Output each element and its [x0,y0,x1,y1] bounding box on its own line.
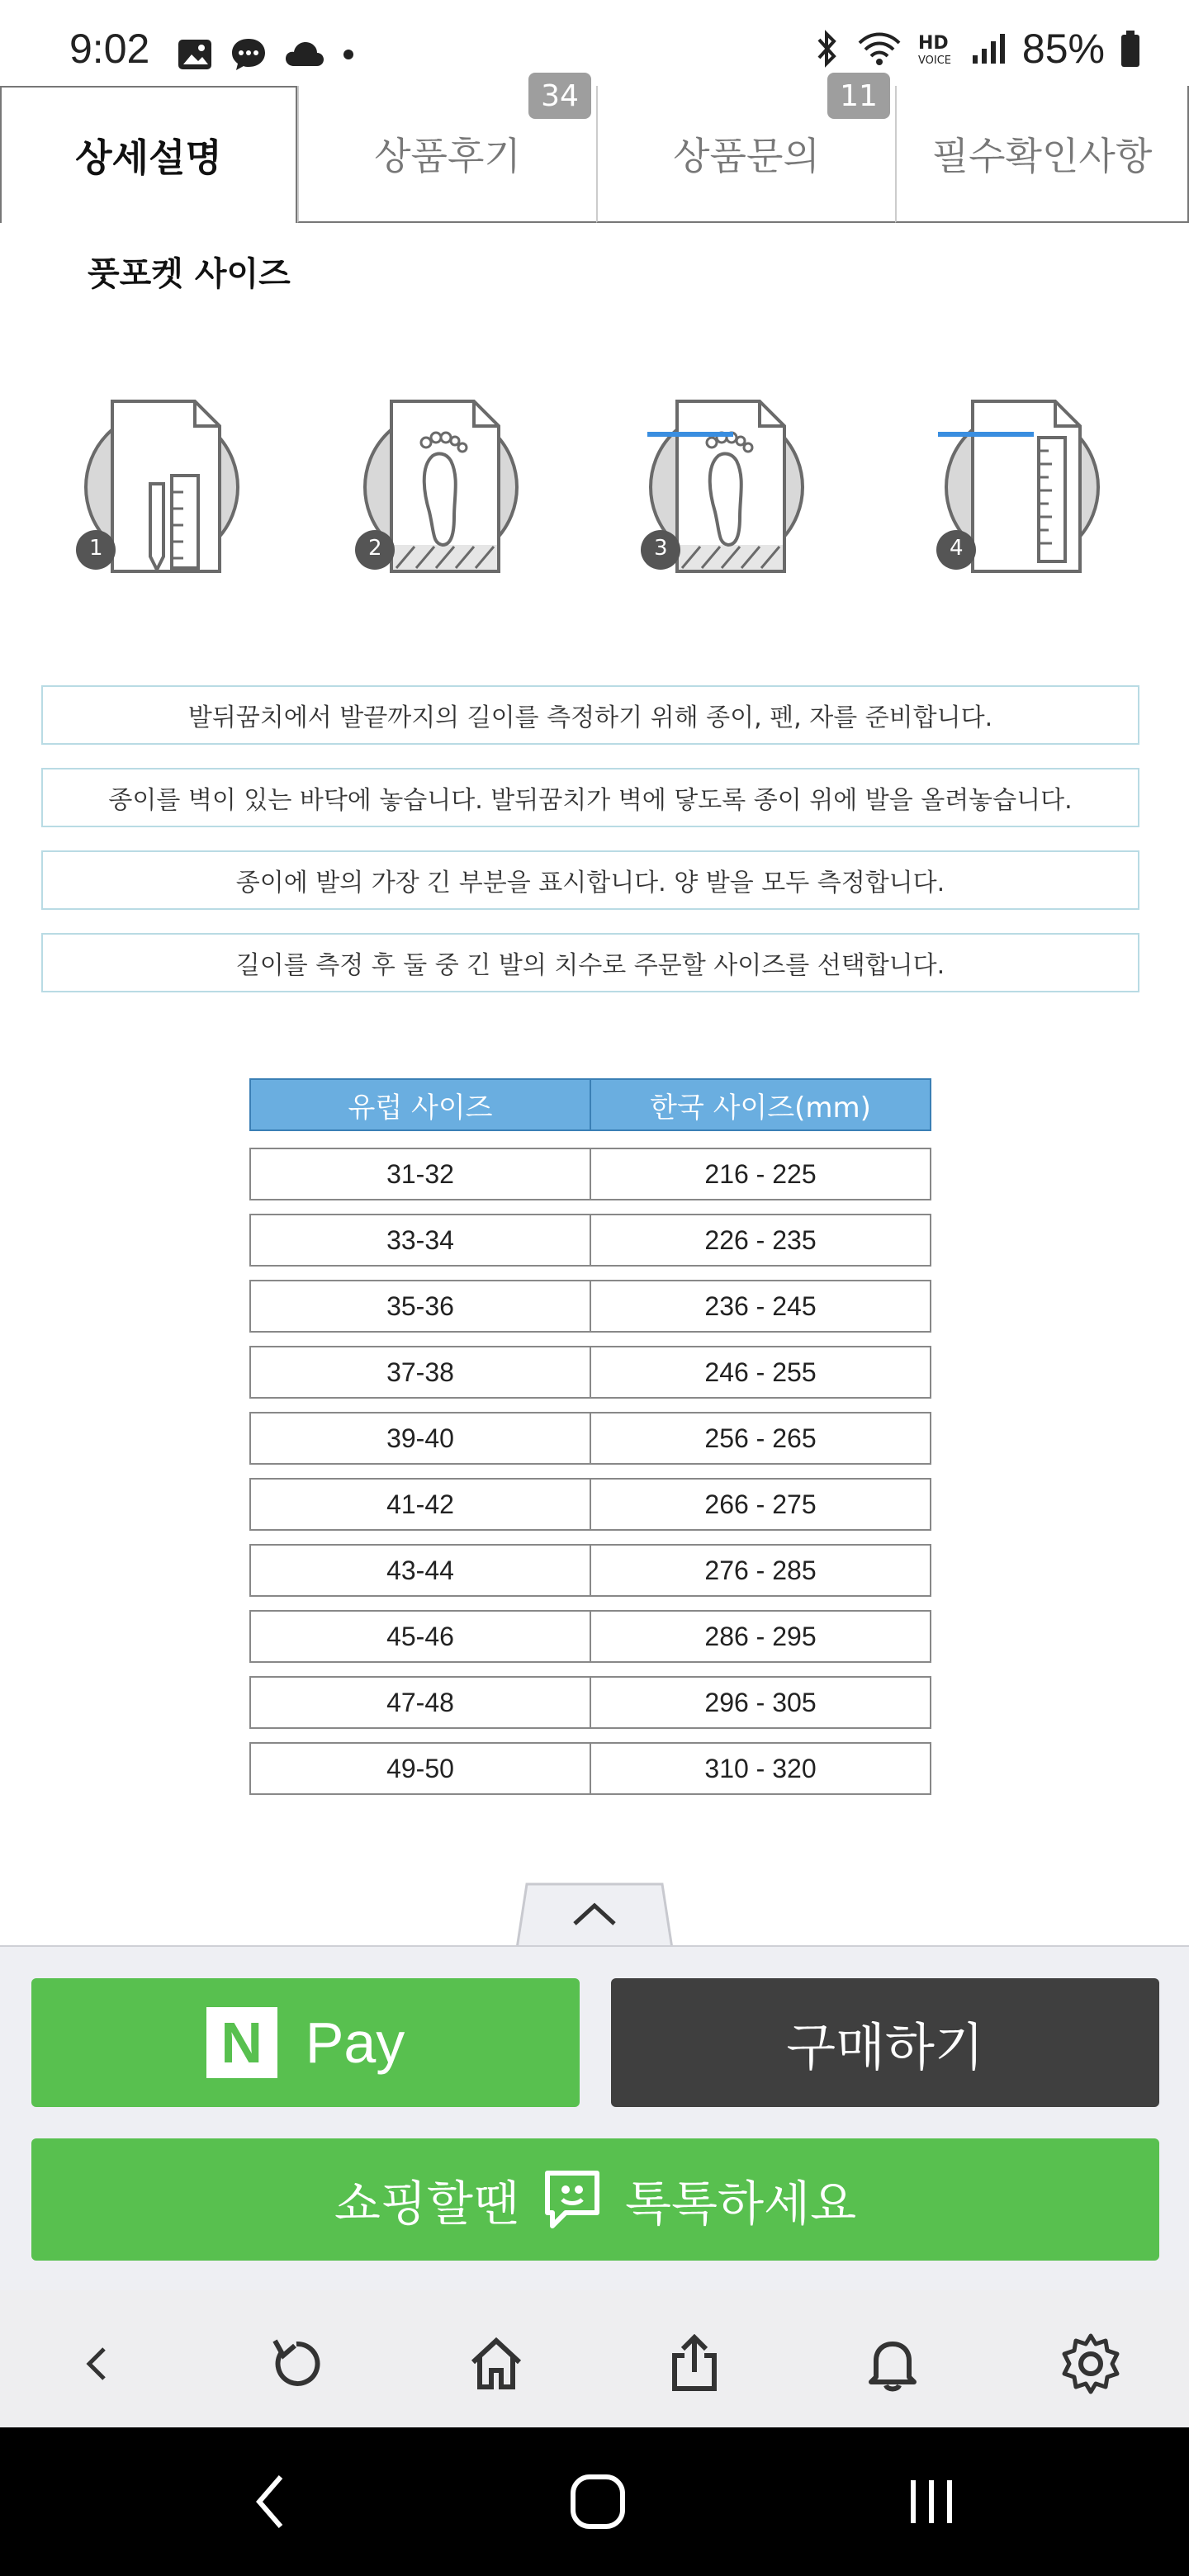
eu-size-cell: 41-42 [386,1489,454,1519]
back-arrow-icon [246,2469,296,2535]
npay-label: Pay [305,2010,405,2075]
tab-detail-label: 상세설명 [75,135,222,180]
step-2-illustration [350,388,532,578]
eu-size-cell: 37-38 [386,1357,454,1387]
battery-percentage: 85% [1021,26,1105,72]
npay-button[interactable] [31,1978,580,2107]
kr-size-cell: 216 - 225 [590,1149,930,1199]
table-row [249,1148,931,1200]
signal-icon [971,32,1007,65]
wifi-icon [857,30,902,68]
section-title: 풋포켓 사이즈 [88,255,291,293]
tab-required-info[interactable] [895,86,1189,223]
system-back-button[interactable] [230,2465,312,2539]
battery-icon [1120,30,1141,68]
buy-button-label: 구매하기 [786,2016,984,2077]
share-button[interactable] [657,2327,732,2401]
share-icon [665,2334,724,2394]
system-recents-button[interactable] [890,2465,973,2539]
kr-size-cell: 276 - 285 [590,1546,930,1595]
kr-size-cell: 236 - 245 [590,1281,930,1331]
instruction-step-4: 길이를 측정 후 둘 중 긴 발의 치수로 주문할 사이즈를 선택합니다. [41,933,1139,992]
eu-size-cell: 31-32 [386,1158,454,1189]
tab-required-info-label: 필수확인사항 [931,134,1153,178]
home-button[interactable] [459,2327,533,2401]
table-row [249,1544,931,1597]
browser-back-button[interactable] [59,2327,134,2401]
step-1-illustration [71,388,253,578]
step-3-number: 3 [654,536,668,561]
eu-size-cell: 35-36 [386,1290,454,1321]
step-4-illustration [931,388,1113,578]
status-icons [812,25,1141,73]
eu-size-cell: 39-40 [386,1423,454,1453]
home-rounded-square-icon [565,2469,631,2535]
bell-icon [863,2334,922,2394]
reload-icon [267,2334,326,2394]
talktalk-prefix: 쇼핑할땐 [334,2176,519,2232]
table-row [249,1742,931,1795]
chat-icon [230,36,268,73]
kr-size-cell: 246 - 255 [590,1347,930,1397]
gear-icon [1059,2332,1122,2395]
kr-size-cell: 226 - 235 [590,1215,930,1265]
header-eu-size: 유럽 사이즈 [348,1091,493,1125]
product-tab-bar [0,78,1189,223]
recent-apps-icon [898,2469,964,2535]
status-time: 9:02 [69,26,150,72]
purchase-panel-toggle[interactable] [505,1882,684,1949]
eu-size-cell: 43-44 [386,1555,454,1585]
image-icon [177,38,213,71]
eu-size-cell: 45-46 [386,1621,454,1651]
inquiries-count-badge: 11 [827,73,890,119]
kr-size-cell: 266 - 275 [590,1480,930,1529]
hd-voice-icon [917,31,956,67]
header-kr-size: 한국 사이즈(mm) [590,1080,930,1129]
table-row [249,1478,931,1531]
svg-text:HD: HD [917,33,949,54]
settings-button[interactable] [1054,2327,1128,2401]
instruction-step-3: 종이에 발의 가장 긴 부분을 표시합니다. 양 발을 모두 측정합니다. [41,850,1139,910]
talktalk-suffix: 톡톡하세요 [624,2176,857,2232]
table-row [249,1610,931,1663]
table-row [249,1676,931,1729]
tab-reviews-label: 상품후기 [374,134,521,178]
status-bar [0,0,1189,86]
kr-size-cell: 296 - 305 [590,1678,930,1727]
eu-size-cell: 47-48 [386,1687,454,1717]
chevron-left-icon [76,2339,117,2389]
talktalk-chat-icon [541,2168,604,2231]
dot-icon [342,48,355,61]
eu-size-cell: 33-34 [386,1224,454,1255]
size-conversion-table [249,1078,931,1795]
bluetooth-icon [812,30,842,68]
system-home-button[interactable] [557,2465,639,2539]
kr-size-cell: 286 - 295 [590,1612,930,1661]
table-header [249,1078,931,1131]
tab-reviews[interactable] [297,78,596,223]
notification-icons [177,36,355,73]
tab-inquiries-label: 상품문의 [673,134,820,178]
chevron-up-icon [505,1882,684,1949]
table-row [249,1280,931,1333]
buy-button[interactable] [611,1978,1159,2107]
browser-toolbar [0,2290,1189,2427]
table-row [249,1412,931,1465]
tab-inquiries[interactable] [596,78,895,223]
step-4-number: 4 [950,536,964,561]
reload-button[interactable] [259,2327,334,2401]
talktalk-button[interactable] [31,2138,1159,2261]
table-row [249,1346,931,1399]
kr-size-cell: 310 - 320 [590,1744,930,1793]
instruction-step-1: 발뒤꿈치에서 발끝까지의 길이를 측정하기 위해 종이, 펜, 자를 준비합니다. [41,685,1139,745]
step-3-illustration [636,388,817,578]
eu-size-cell: 49-50 [386,1753,454,1783]
kr-size-cell: 256 - 265 [590,1413,930,1463]
home-icon [467,2334,526,2394]
reviews-count-badge: 34 [528,73,591,119]
svg-text:VOICE: VOICE [917,54,951,67]
notifications-button[interactable] [855,2327,930,2401]
cloud-icon [284,40,325,69]
table-row [249,1214,931,1267]
instruction-step-2: 종이를 벽이 있는 바닥에 놓습니다. 발뒤꿈치가 벽에 닿도록 종이 위에 발을 올려놓습니다. [41,768,1139,827]
npay-logo-icon: N [206,2007,277,2078]
step-2-number: 2 [368,536,382,561]
step-1-number: 1 [89,536,103,561]
system-navigation-bar [0,2427,1189,2576]
tab-detail[interactable] [0,86,297,223]
